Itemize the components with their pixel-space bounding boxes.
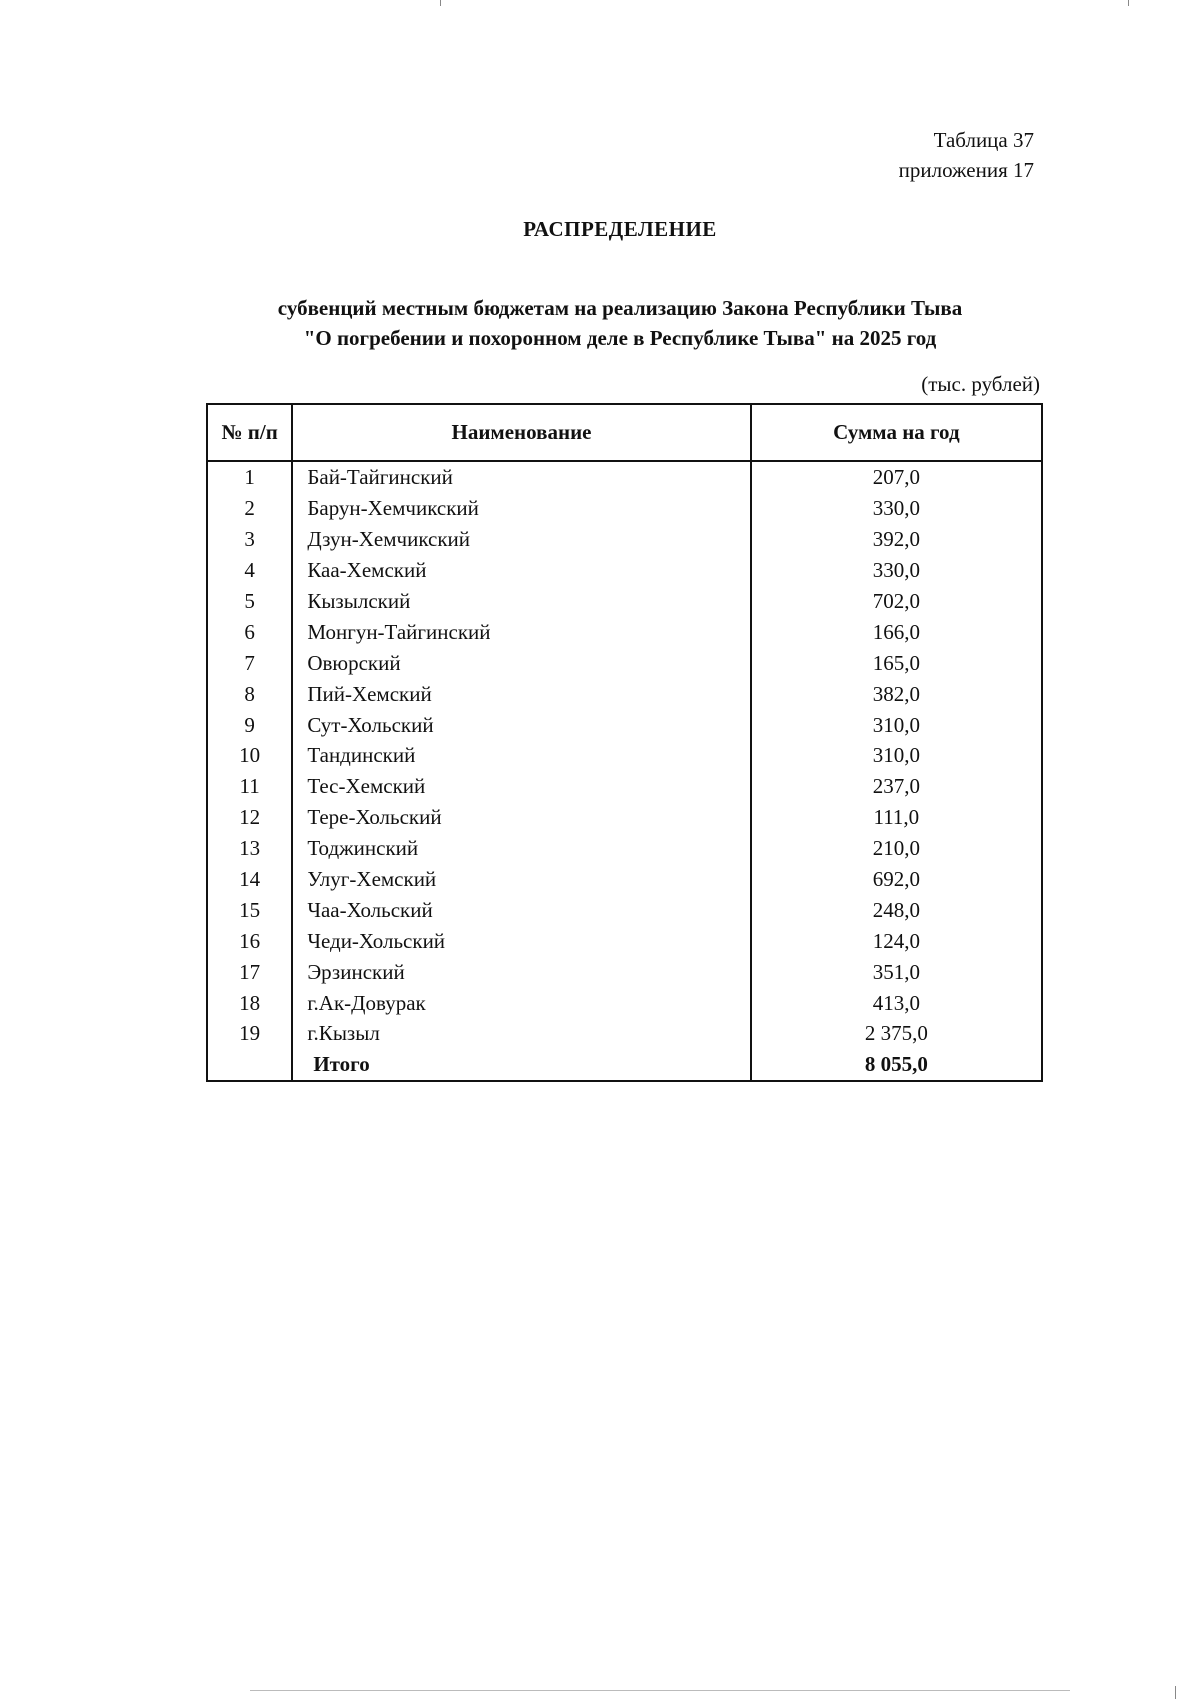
table-row (207, 493, 1042, 524)
total-name: Итого (292, 1049, 750, 1081)
row-name: Дзун-Хемчикский (292, 524, 750, 555)
row-number: 9 (207, 709, 292, 740)
row-number: 2 (207, 493, 292, 524)
row-number: 6 (207, 616, 292, 647)
row-sum: 2 375,0 (751, 1018, 1042, 1049)
row-name: Эрзинский (292, 956, 750, 987)
row-sum: 207,0 (751, 461, 1042, 493)
document-reference (899, 125, 1034, 185)
scan-artifact-top-right (1128, 0, 1129, 6)
row-name: Бай-Тайгинский (292, 461, 750, 493)
table-row (207, 771, 1042, 802)
subtitle-line-1: субвенций местным бюджетам на реализацию Закона Республики Тыва (277, 296, 963, 320)
row-number: 18 (207, 987, 292, 1018)
row-sum: 330,0 (751, 493, 1042, 524)
table-reference: Таблица 37 (933, 128, 1034, 152)
row-sum: 310,0 (751, 709, 1042, 740)
row-number: 19 (207, 1018, 292, 1049)
table-row (207, 678, 1042, 709)
header-number: № п/п (207, 404, 292, 461)
row-name: Барун-Хемчикский (292, 493, 750, 524)
row-name: Каа-Хемский (292, 555, 750, 586)
header-sum: Сумма на год (751, 404, 1042, 461)
table-row (207, 802, 1042, 833)
row-number: 8 (207, 678, 292, 709)
row-number: 14 (207, 864, 292, 895)
table-row (207, 833, 1042, 864)
table-body (207, 461, 1042, 1081)
row-name: Монгун-Тайгинский (292, 616, 750, 647)
row-name: Тоджинский (292, 833, 750, 864)
document-heading: РАСПРЕДЕЛЕНИЕ (523, 217, 717, 241)
row-sum: 166,0 (751, 616, 1042, 647)
table-row (207, 1018, 1042, 1049)
row-sum: 248,0 (751, 894, 1042, 925)
row-sum: 165,0 (751, 647, 1042, 678)
table-row (207, 555, 1042, 586)
row-number: 7 (207, 647, 292, 678)
units-label: (тыс. рублей) (921, 372, 1040, 396)
row-name: Чаа-Хольский (292, 894, 750, 925)
subtitle-line-2: "О погребении и похоронном деле в Республике Тыва" на 2025 год (303, 326, 937, 350)
row-number: 1 (207, 461, 292, 493)
table-row (207, 647, 1042, 678)
row-name: Тере-Хольский (292, 802, 750, 833)
header-name: Наименование (292, 404, 750, 461)
row-name: Пий-Хемский (292, 678, 750, 709)
scan-artifact-bottom-right (1175, 1686, 1176, 1699)
row-name: Сут-Хольский (292, 709, 750, 740)
total-number (207, 1049, 292, 1081)
table-row (207, 864, 1042, 895)
row-number: 12 (207, 802, 292, 833)
row-name: г.Кызыл (292, 1018, 750, 1049)
table-row (207, 586, 1042, 617)
row-name: г.Ак-Довурак (292, 987, 750, 1018)
scan-artifact-bottom-line (250, 1690, 1070, 1691)
row-number: 3 (207, 524, 292, 555)
row-name: Овюрский (292, 647, 750, 678)
row-sum: 382,0 (751, 678, 1042, 709)
row-sum: 351,0 (751, 956, 1042, 987)
row-number: 17 (207, 956, 292, 987)
table-row (207, 740, 1042, 771)
table-row (207, 461, 1042, 493)
row-number: 4 (207, 555, 292, 586)
row-name: Тандинский (292, 740, 750, 771)
row-number: 11 (207, 771, 292, 802)
row-sum: 392,0 (751, 524, 1042, 555)
table-total-row (207, 1049, 1042, 1081)
table-row (207, 925, 1042, 956)
row-number: 15 (207, 894, 292, 925)
row-sum: 210,0 (751, 833, 1042, 864)
total-sum: 8 055,0 (751, 1049, 1042, 1081)
row-sum: 692,0 (751, 864, 1042, 895)
row-sum: 413,0 (751, 987, 1042, 1018)
row-name: Чеди-Хольский (292, 925, 750, 956)
table-row (207, 709, 1042, 740)
table-row (207, 616, 1042, 647)
appendix-reference: приложения 17 (898, 158, 1034, 182)
row-sum: 237,0 (751, 771, 1042, 802)
row-name: Кызылский (292, 586, 750, 617)
table-header-row (207, 404, 1042, 461)
row-sum: 310,0 (751, 740, 1042, 771)
row-sum: 702,0 (751, 586, 1042, 617)
row-sum: 124,0 (751, 925, 1042, 956)
row-name: Тес-Хемский (292, 771, 750, 802)
table-row (207, 956, 1042, 987)
row-name: Улуг-Хемский (292, 864, 750, 895)
table-row (207, 524, 1042, 555)
table-row (207, 987, 1042, 1018)
table-row (207, 894, 1042, 925)
distribution-table (206, 403, 1043, 1082)
row-sum: 330,0 (751, 555, 1042, 586)
row-number: 13 (207, 833, 292, 864)
document-subtitle (210, 293, 1030, 353)
scan-artifact-top (440, 0, 441, 6)
row-number: 5 (207, 586, 292, 617)
row-sum: 111,0 (751, 802, 1042, 833)
row-number: 10 (207, 740, 292, 771)
row-number: 16 (207, 925, 292, 956)
